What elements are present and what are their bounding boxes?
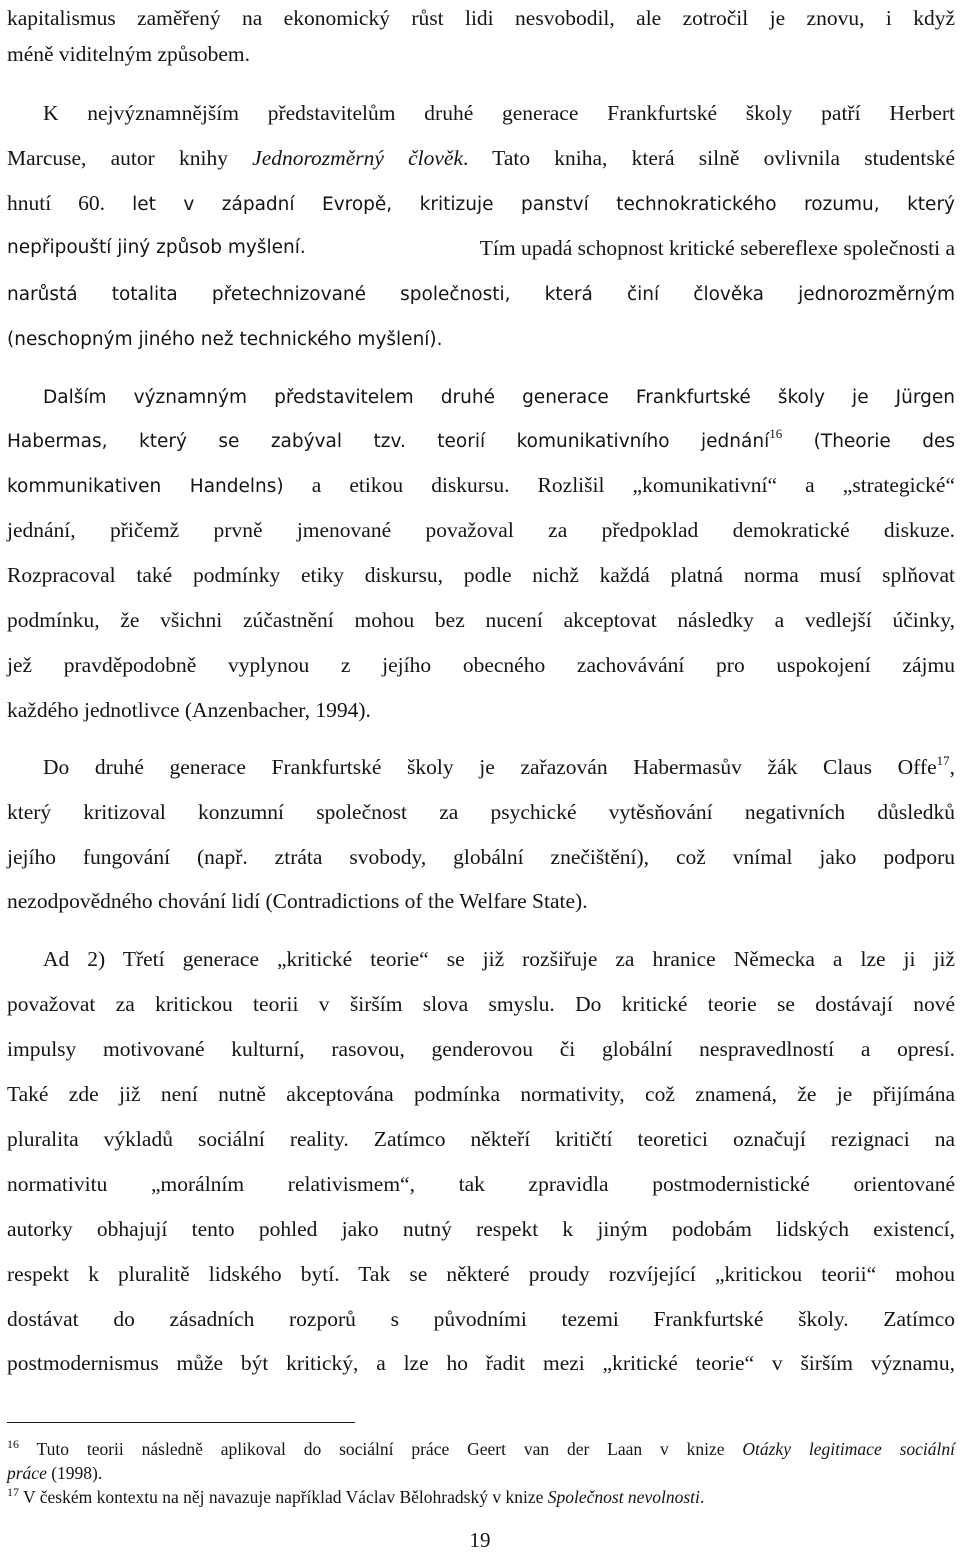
text-span: dostávat do zásadních rozporů s původními tezemi Frankfurtské školy. Zatímco <box>7 1307 955 1331</box>
text-span: považovat za kritickou teorii v širším slova smyslu. Do kritické teorie se dostávají nové <box>7 992 955 1016</box>
text-span: který kritizoval konzumní společnost za psychické vytěsňování negativních důsledků <box>7 800 955 824</box>
text-span: Dalším významným představitelem druhé generace Frankfurtské školy je Jürgen <box>43 387 955 408</box>
text-span: . Tato kniha, která silně ovlivnila studentské <box>463 146 955 170</box>
text-line <box>7 839 955 875</box>
text-line <box>7 1166 955 1202</box>
text-line <box>7 275 955 311</box>
text-span: jednání, přičemž prvně jmenované považoval za předpoklad demokratické diskuze. <box>7 518 955 542</box>
text-span: Do druhé generace Frankfurtské školy je zařazován Habermasův žák Claus Offe <box>43 755 937 779</box>
text-line <box>7 692 955 728</box>
footnote-17 <box>7 1485 955 1509</box>
text-line <box>7 1256 955 1292</box>
text-span: pluralita výkladů sociální reality. Zatímco někteří kritičtí teoretici označují rezignaci na <box>7 1127 955 1151</box>
text-line <box>7 95 955 131</box>
footnote-ref: 16 <box>769 426 783 441</box>
text-span: (neschopným jiného než technického myšlení). <box>7 329 443 350</box>
text-span: impulsy motivované kulturní, rasovou, genderovou či globální nespravedlností a opresí. <box>7 1037 955 1061</box>
text-span: Rozlišil „komunikativní“ a „strategické“ <box>509 473 955 497</box>
text-line <box>7 512 955 548</box>
text-span: nezodpovědného chování lidí (Contradictions of the Welfare State). <box>7 889 588 913</box>
text-span: (Theorie des <box>782 431 955 452</box>
text-span: Marcuse, autor knihy <box>7 146 253 170</box>
text-span: méně viditelným způsobem. <box>7 42 251 66</box>
text-line <box>7 647 955 683</box>
footnote-16-cont <box>7 1461 955 1485</box>
text-span: K nejvýznamnějším představitelům druhé generace Frankfurtské školy patří Herbert <box>43 101 955 125</box>
text-line <box>7 986 955 1022</box>
text-span: let v západní Evropě, kritizuje panství technokratického rozumu, který <box>132 194 955 215</box>
text-span: podmínku, že všichni zúčastnění mohou bez nucení akceptovat následky a vedlejší účinky, <box>7 608 955 632</box>
text-span: Ad 2) Třetí generace „kritické teorie“ se již rozšiřuje za hranice Německa a lze ji již <box>43 947 955 971</box>
text-line <box>7 378 955 414</box>
text-line <box>7 794 955 830</box>
text-line <box>7 140 955 176</box>
text-span: jež pravděpodobně vyplynou z jejího obecného zachovávání pro uspokojení zájmu <box>7 653 955 677</box>
text-span: , <box>949 755 955 779</box>
text-span: jejího fungování (např. ztráta svobody, globální znečištění), což vnímal jako podporu <box>7 845 955 869</box>
text-span: nepřipouští jiný způsob myšlení. <box>7 237 306 258</box>
text-span: Tím upadá schopnost kritické sebereflexe společnosti a <box>479 236 955 260</box>
text-line <box>7 230 955 266</box>
footnote-separator <box>7 1422 355 1423</box>
text-span: Rozpracoval také podmínky etiky diskursu, podle nichž každá platná norma musí splňovat <box>7 563 955 587</box>
text-span: kapitalismus zaměřený na ekonomický růst lidi nesvobodil, ale zotročil je znovu, i když <box>7 6 955 30</box>
text-span: normativitu „morálním relativismem“, tak zpravidla postmodernistické orientované <box>7 1172 955 1196</box>
text-line <box>7 1076 955 1112</box>
text-line <box>7 0 955 36</box>
footnote-number: 17 <box>7 1485 19 1499</box>
text-span: Habermas, který se zabýval tzv. teorií komunikativního jednání <box>7 431 770 452</box>
footnote-16 <box>7 1437 955 1461</box>
text-line <box>7 1031 955 1067</box>
footnote-text: (1998). <box>46 1463 103 1483</box>
text-span: a etikou diskursu. <box>283 473 510 497</box>
text-span: kommunikativen Handelns) <box>7 476 284 497</box>
text-line <box>7 1301 955 1337</box>
book-title: Společnost nevolnosti <box>547 1487 700 1507</box>
text-line <box>7 320 955 356</box>
text-line <box>7 185 955 221</box>
text-span: autorky obhajují tento pohled jako nutný respekt k jiným podobám lidských existencí, <box>7 1217 955 1241</box>
text-line <box>7 602 955 638</box>
footnote-ref: 17 <box>936 753 950 768</box>
text-span: Také zde již není nutně akceptována podmínka normativity, což znamená, že je přijímána <box>7 1082 955 1106</box>
text-span: postmodernismus může být kritický, a lze ho řadit mezi „kritické teorie“ v širším významu, <box>7 1351 955 1375</box>
book-title: Jednorozměrný člověk <box>252 146 463 170</box>
book-title: Otázky legitimace sociální <box>742 1439 955 1459</box>
footnote-text: V českém kontextu na něj navazuje například Václav Bělohradský v knize <box>19 1487 548 1507</box>
text-line <box>7 467 955 503</box>
text-span: hnutí 60. <box>7 191 133 215</box>
text-span: respekt k pluralitě lidského bytí. Tak se některé proudy rozvíjející „kritickou teorii“ mohou <box>7 1262 955 1286</box>
text-line <box>7 557 955 593</box>
text-line <box>7 1211 955 1247</box>
text-line <box>7 941 955 977</box>
text-line <box>7 422 955 458</box>
book-title: práce <box>7 1463 47 1483</box>
text-line <box>7 36 955 72</box>
text-line <box>7 749 955 785</box>
footnote-text: . <box>699 1487 705 1507</box>
text-line <box>7 883 955 919</box>
text-span: každého jednotlivce (Anzenbacher, 1994). <box>7 698 371 722</box>
text-span: narůstá totalita přetechnizované společnosti, která činí člověka jednorozměrným <box>7 284 955 305</box>
page-number: 19 <box>469 1528 491 1552</box>
text-line <box>7 1345 955 1381</box>
footnote-text: Tuto teorii následně aplikoval do sociální práce Geert van der Laan v knize <box>19 1439 743 1459</box>
footnote-number: 16 <box>7 1437 19 1451</box>
text-line <box>7 1121 955 1157</box>
